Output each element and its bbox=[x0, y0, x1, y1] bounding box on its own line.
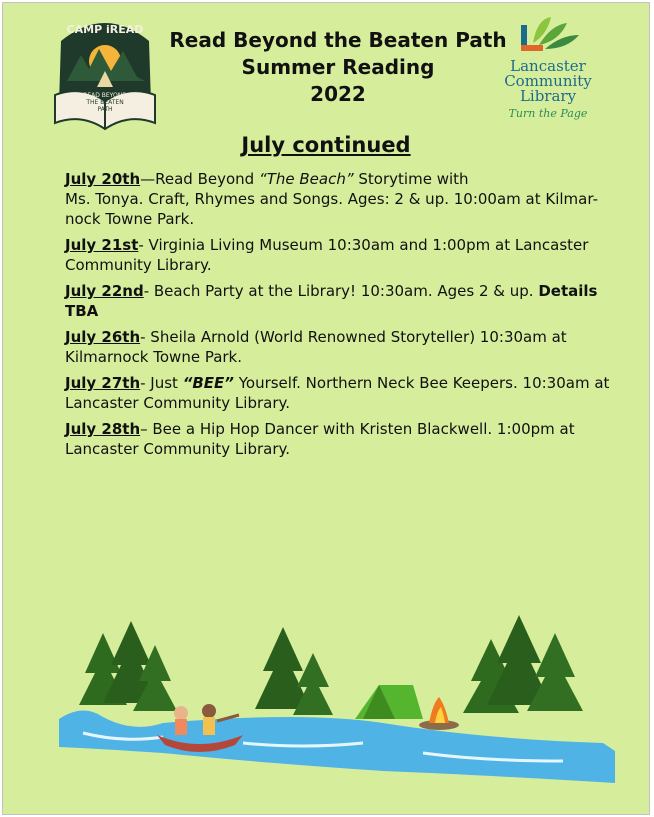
section-heading: July continued bbox=[241, 133, 411, 157]
event-july-22 bbox=[65, 281, 625, 321]
header-line-2: Summer Reading bbox=[241, 55, 435, 79]
event-july-21 bbox=[65, 235, 625, 275]
pine-trees-right bbox=[463, 615, 583, 713]
camp-logo-text: CAMP iREAD bbox=[66, 23, 144, 36]
event-july-20 bbox=[65, 169, 625, 229]
library-tagline: Turn the Page bbox=[508, 107, 588, 120]
event-date: July 26th bbox=[65, 328, 141, 346]
tent-icon bbox=[355, 685, 423, 719]
event-date: July 21st bbox=[65, 236, 139, 254]
event-text: - Virginia Living Museum 10:30am and 1:00pm at Lancaster Community Library. bbox=[65, 236, 589, 274]
event-text: – Bee a Hip Hop Dancer with Kristen Blackwell. 1:00pm at Lancaster Community Library. bbox=[65, 420, 575, 458]
event-emphasis: “BEE” bbox=[182, 374, 234, 392]
event-date: July 28th bbox=[65, 420, 141, 438]
event-july-26 bbox=[65, 327, 625, 367]
camp-logo-line2: THE BEATEN bbox=[86, 99, 124, 106]
camping-scene-illustration bbox=[3, 593, 649, 814]
library-name-line2: Community bbox=[504, 72, 592, 90]
event-text: Storytime with bbox=[353, 170, 469, 188]
library-logo bbox=[493, 13, 603, 125]
library-name-line3: Library bbox=[519, 87, 577, 105]
flyer-page bbox=[2, 2, 650, 815]
event-text: Read Beyond bbox=[155, 170, 259, 188]
event-text: - Just bbox=[140, 374, 183, 392]
event-emphasis: “The Beach” bbox=[258, 170, 354, 188]
event-text: Yourself. Northern Neck Bee Keepers. 10:30am at Lancaster Community Library. bbox=[65, 374, 610, 412]
event-bold-text: Details TBA bbox=[65, 282, 598, 320]
header-line-3: 2022 bbox=[310, 82, 366, 106]
event-text: Ms. Tonya. Craft, Rhymes and Songs. Ages: 2 & up. 10:00am at Kilmar- bbox=[65, 190, 598, 208]
event-text: nock Towne Park. bbox=[65, 210, 195, 228]
event-separator: — bbox=[140, 170, 156, 188]
header-line-1: Read Beyond the Beaten Path bbox=[169, 28, 507, 52]
library-name bbox=[493, 59, 603, 104]
river bbox=[59, 710, 615, 783]
book-leaf-icon bbox=[493, 13, 603, 59]
event-list bbox=[65, 169, 625, 465]
camp-logo-line3: PATH bbox=[97, 106, 113, 113]
header-title bbox=[163, 27, 513, 108]
pine-trees-middle bbox=[255, 627, 333, 715]
library-name-line1: Lancaster bbox=[510, 57, 586, 75]
pine-trees-left bbox=[79, 621, 177, 711]
camp-iread-logo bbox=[47, 11, 163, 133]
event-july-28 bbox=[65, 419, 625, 459]
event-date: July 27th bbox=[65, 374, 141, 392]
event-text: - Beach Party at the Library! 10:30am. Ages 2 & up. bbox=[143, 282, 539, 300]
campfire-icon bbox=[419, 697, 459, 730]
event-date: July 20th bbox=[65, 170, 141, 188]
event-text: - Sheila Arnold (World Renowned Storyteller) 10:30am at Kilmarnock Towne Park. bbox=[65, 328, 567, 366]
event-july-27 bbox=[65, 373, 625, 413]
camp-logo-line1: READ BEYOND bbox=[83, 92, 127, 99]
event-date: July 22nd bbox=[65, 282, 144, 300]
